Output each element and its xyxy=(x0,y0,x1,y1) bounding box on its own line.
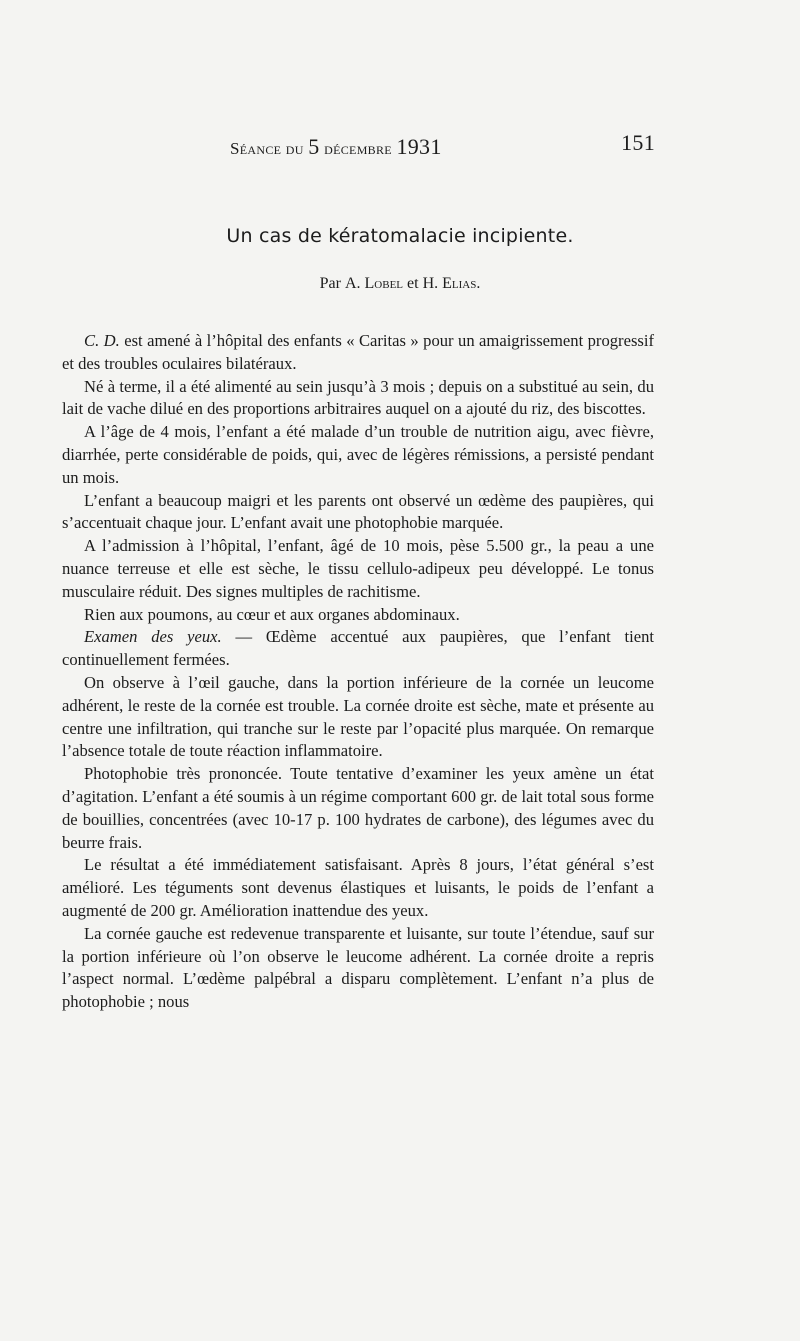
paragraph xyxy=(62,604,654,627)
paragraph xyxy=(62,923,654,1014)
authors-prefix: Par xyxy=(319,275,345,292)
page-number: 151 xyxy=(621,130,655,155)
running-header xyxy=(230,130,655,158)
paragraph xyxy=(62,535,654,603)
article-title: Un cas de kératomalacie incipiente. xyxy=(226,225,574,247)
paragraph xyxy=(62,626,654,672)
paragraph xyxy=(62,330,654,376)
paragraph-text: Né à terme, il a été alimenté au sein jusqu’à 3 mois ; depuis on a substitué au sein, du lait de vache dilué en des proportions arbitraires auquel on a ajouté du riz, des biscottes. xyxy=(62,376,654,419)
authors-join: et xyxy=(403,275,423,292)
paragraph-text: On observe à l’œil gauche, dans la portion inférieure de la cornée un leucome adhérent, le reste de la cornée est trouble. La cornée droite est sèche, mate et présente au centre une infiltration, qui tranche sur le reste par l’opacité plus marquée. On remarque l’absence totale de toute réaction inflammatoire. xyxy=(62,672,654,761)
running-title-day: 5 xyxy=(308,134,320,159)
paragraph-text: Rien aux poumons, au cœur et aux organes abdominaux. xyxy=(84,604,460,624)
running-title-prefix: Séance du xyxy=(230,139,309,158)
paragraph xyxy=(62,763,654,854)
paragraph-text: A l’âge de 4 mois, l’enfant a été malade d’un trouble de nutrition aigu, avec fièvre, diarrhée, perte considérable de poids, qui, avec de légères rémissions, a persisté pendant un mois. xyxy=(62,422,654,487)
article-body xyxy=(62,330,654,1014)
paragraph xyxy=(62,490,654,536)
article-authors xyxy=(0,275,800,293)
running-title-month: décembre xyxy=(319,139,397,158)
author-lobel: A. Lobel xyxy=(344,275,404,292)
paragraph-text: est amené à l’hôpital des enfants « Caritas » pour un amaigrissement progressif et des troubles oculaires bilatéraux. xyxy=(62,331,654,373)
paragraph-text: Photophobie très prononcée. Toute tentative d’examiner les yeux amène un état d’agitation. L’enfant a été soumis à un régime comportant 600 gr. de lait total sous forme de bouillies, concentrées (avec 10-17 p. 100 hydrates de carbone), des légumes avec du beurre frais. xyxy=(62,764,654,852)
running-title xyxy=(230,134,442,160)
paragraph-lead: C. D. xyxy=(84,331,120,350)
paragraph-text: A l’admission à l’hôpital, l’enfant, âgé de 10 mois, pèse 5.500 gr., la peau a une nuance terreuse et elle est sèche, le tissu cellulo-adipeux peu développé. Le tonus musculaire réduit. Des signes multiples de rachitisme. xyxy=(62,536,654,601)
paragraph-text: Le résultat a été immédiatement satisfaisant. Après 8 jours, l’état général s’est amélioré. Les téguments sont devenus élastiques et luisants, le poids de l’enfant a augmenté de 200 gr. Amélioration inattendue des yeux. xyxy=(62,855,654,920)
paragraph xyxy=(62,854,654,922)
paragraph xyxy=(62,421,654,489)
author-elias: H. Elias. xyxy=(422,275,481,292)
paragraph-text: L’enfant a beaucoup maigri et les parents ont observé un œdème des paupières, qui s’accentuait chaque jour. L’enfant avait une photophobie marquée. xyxy=(62,490,654,533)
paragraph xyxy=(62,376,654,422)
paragraph xyxy=(62,672,654,763)
paragraph-text: La cornée gauche est redevenue transparente et luisante, sur toute l’étendue, sauf sur la portion inférieure où l’on observe le leucome adhérent. La cornée droite a repris l’aspect normal. L’œdème palpébral a disparu complètement. L’enfant n’a plus de photophobie ; nous xyxy=(62,923,654,1012)
paragraph-text: — Œdème accentué aux paupières, que l’enfant tient continuellement fermées. xyxy=(62,627,655,670)
paragraph-lead: Examen des yeux. xyxy=(84,627,222,647)
running-title-year: 1931 xyxy=(396,134,442,159)
